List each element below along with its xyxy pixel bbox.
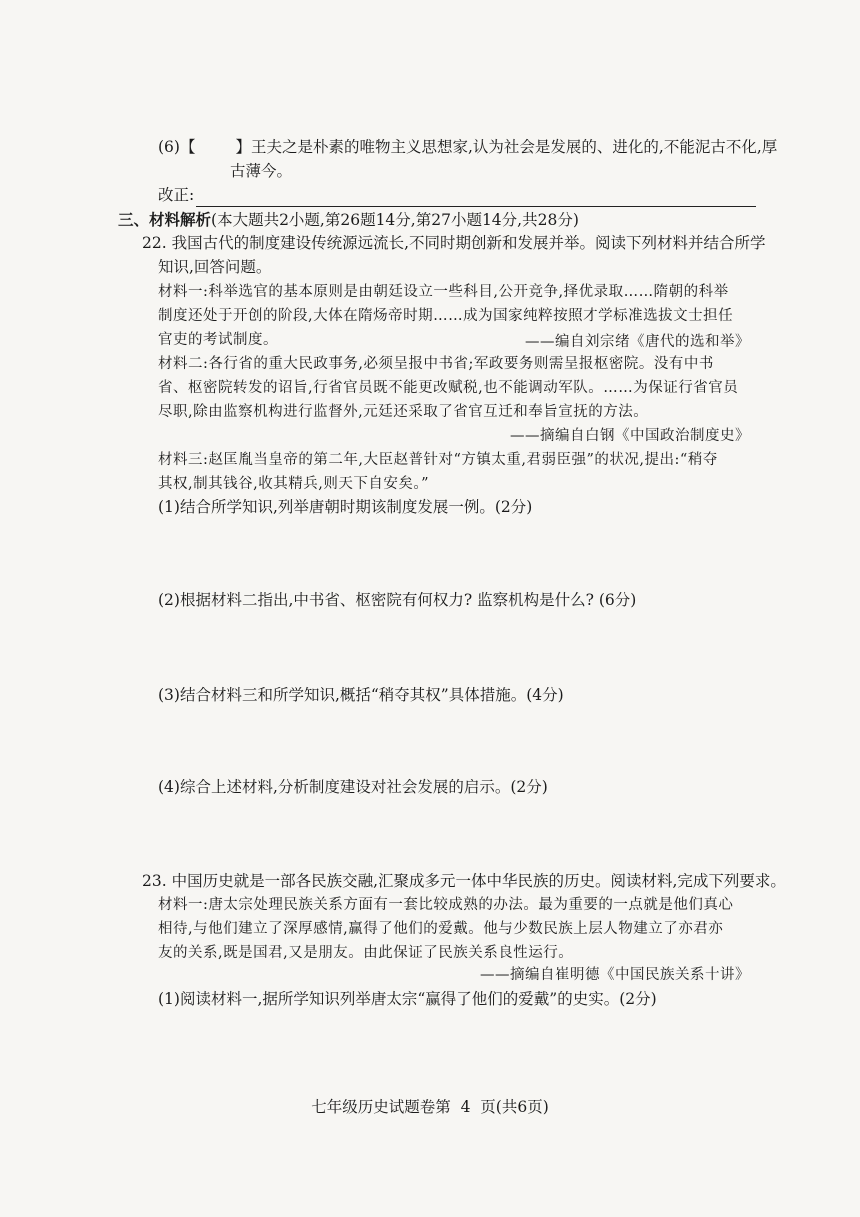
q22-material-1-source: ——编自刘宗绪《唐代的选和举》 [525, 334, 750, 350]
q23-material-1-source: ——摘编自崔明德《中国民族关系十讲》 [480, 967, 750, 983]
q22-sub-4: (4)综合上述材料,分析制度建设对社会发展的启示。(2分) [158, 778, 548, 796]
q23-stem: 23. 中国历史就是一部各民族交融,汇聚成多元一体中华民族的历史。阅读材料,完成下列要求。 [142, 872, 786, 890]
section-3-heading [118, 212, 579, 229]
q22-material-1-line-1: 材料一:科举选官的基本原则是由朝廷设立一些科目,公开竞争,择优录取……隋朝的科举 [158, 284, 729, 300]
q22-material-3-line-2: 其权,制其钱谷,收其精兵,则天下自安矣。” [158, 476, 429, 492]
q22-material-2-line-3: 尽职,除由监察机构进行监督外,元廷还采取了省官互迁和奉旨宣抚的方法。 [158, 404, 649, 420]
q22-sub-2: (2)根据材料二指出,中书省、枢密院有何权力? 监察机构是什么? (6分) [158, 591, 637, 609]
q6-line-1 [158, 140, 777, 156]
q6-correction-label: 改正: [158, 186, 195, 204]
q22-stem-line-2: 知识,回答问题。 [158, 258, 272, 276]
q6-correction-line[interactable] [196, 206, 756, 207]
q22-material-2-line-1: 材料二:各行省的重大民政事务,必须呈报中书省;军政要务则需呈报枢密院。没有中书 [158, 356, 714, 372]
q6-line-2: 古薄今。 [230, 162, 293, 180]
q23-material-1-line-3: 友的关系,既是国君,又是朋友。由此保证了民族关系良性运行。 [158, 945, 574, 961]
q6-text: 王夫之是朴素的唯物主义思想家,认为社会是发展的、进化的,不能泥古不化,厚 [250, 138, 778, 156]
q6-number: (6)【 [158, 138, 196, 156]
q22-material-2-line-2: 省、枢密院转发的诏旨,行省官员既不能更改赋税,也不能调动军队。……为保证行省官员 [158, 380, 739, 396]
q22-stem-line-1: 22. 我国古代的制度建设传统源远流长,不同时期创新和发展并举。阅读下列材料并结合所学 [142, 234, 766, 252]
page-footer: 七年级历史试题卷第 4 页(共6页) [311, 1098, 549, 1116]
section-3-desc: (本大题共2小题,第26题14分,第27小题14分,共28分) [211, 211, 579, 229]
q23-material-1-line-2: 相待,与他们建立了深厚感情,赢得了他们的爱戴。他与少数民族上层人物建立了亦君亦 [158, 921, 724, 937]
q22-material-2-source: ——摘编自白钢《中国政治制度史》 [510, 428, 750, 444]
q6-close-bracket: 】 [235, 138, 251, 156]
q23-material-1-line-1: 材料一:唐太宗处理民族关系方面有一套比较成熟的办法。最为重要的一点就是他们真心 [158, 897, 734, 913]
q22-material-3-line-1: 材料三:赵匡胤当皇帝的第二年,大臣赵普针对“方镇太重,君弱臣强”的状况,提出:“稍夺 [158, 452, 718, 468]
q23-sub-1: (1)阅读材料一,据所学知识列举唐太宗“赢得了他们的爱戴”的史实。(2分) [158, 990, 657, 1008]
q22-sub-1: (1)结合所学知识,列举唐朝时期该制度发展一例。(2分) [158, 498, 533, 516]
section-3-title: 三、材料解析 [118, 210, 212, 229]
q22-material-1-line-3: 官吏的考试制度。 [158, 332, 278, 348]
q22-sub-3: (3)结合材料三和所学知识,概括“稍夺其权”具体措施。(4分) [158, 686, 564, 704]
q22-material-1-line-2: 制度还处于开创的阶段,大体在隋炀帝时期……成为国家纯粹按照才学标准选拔文士担任 [158, 308, 734, 324]
